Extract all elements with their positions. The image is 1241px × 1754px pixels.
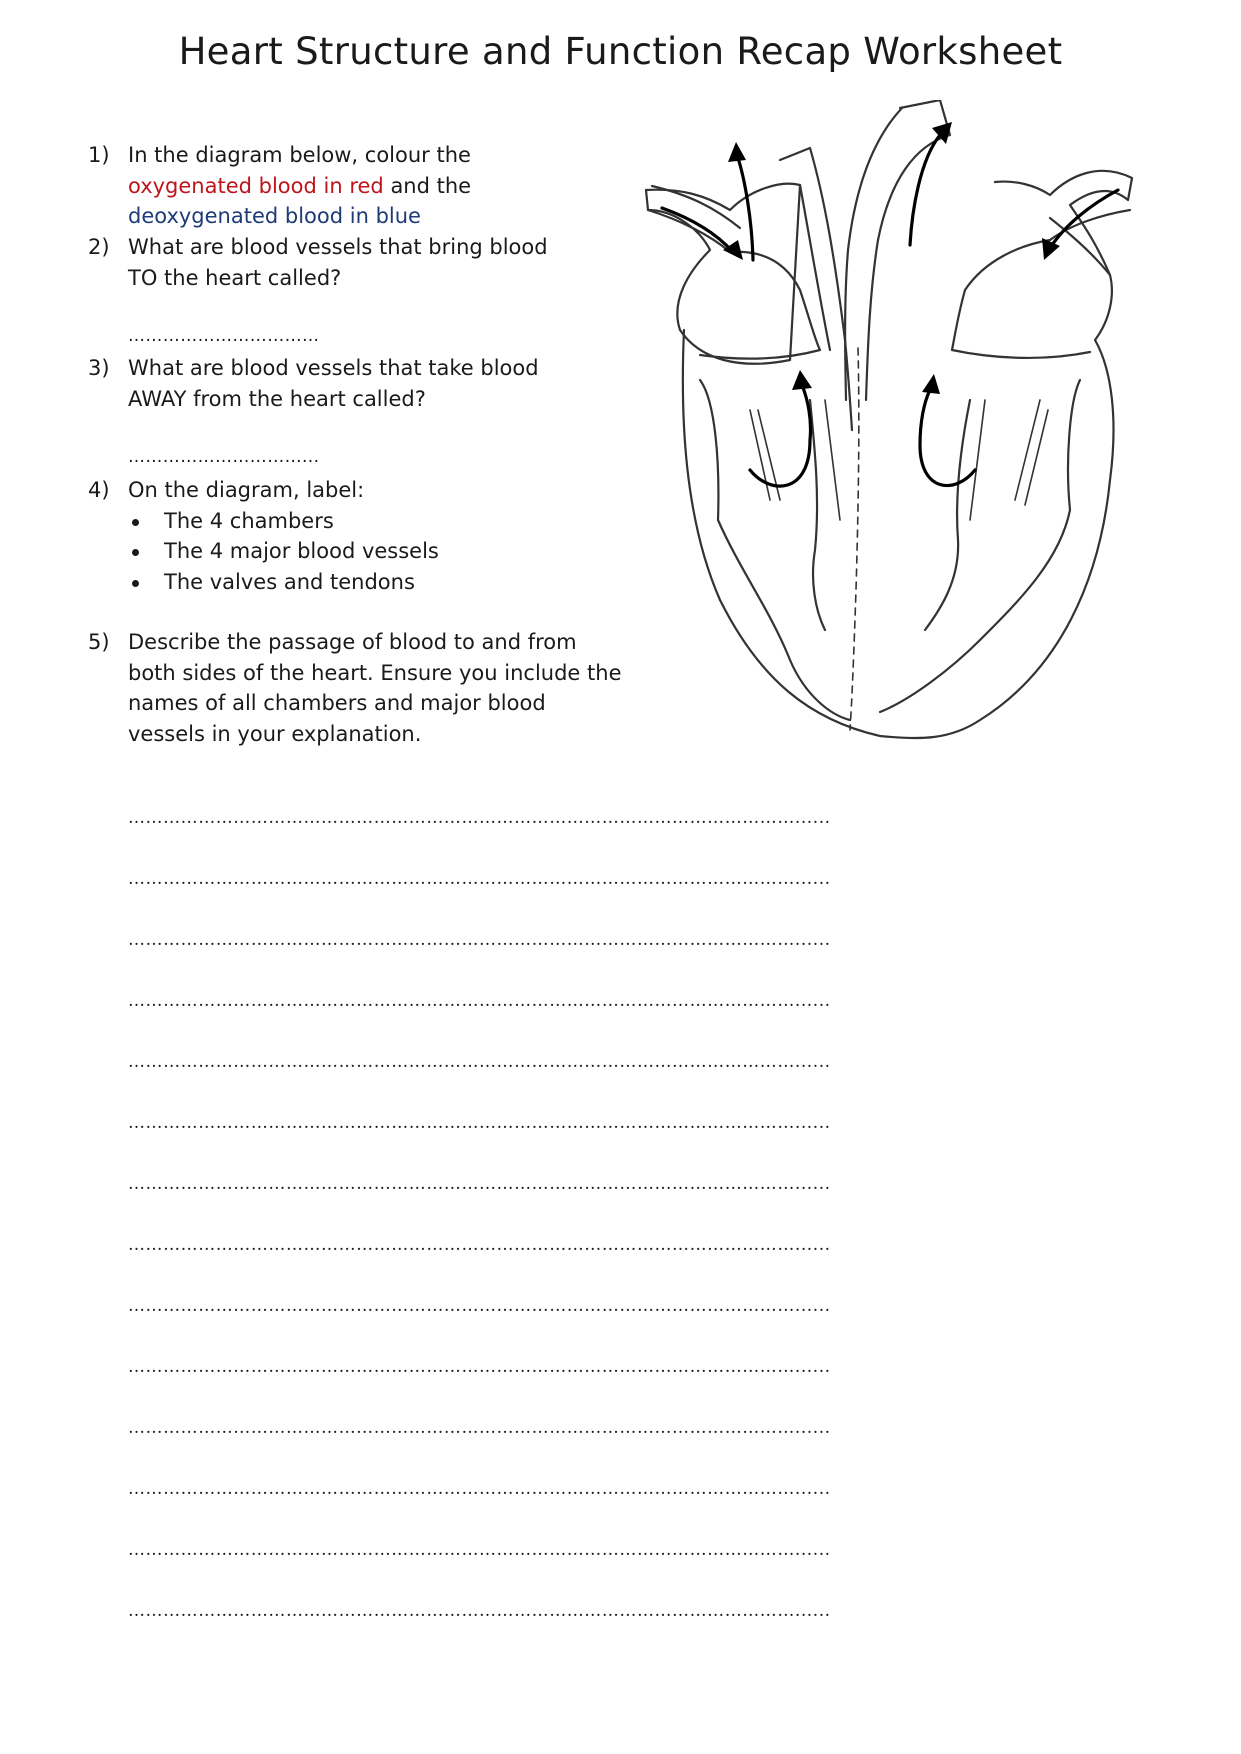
arrowheads xyxy=(723,122,1060,394)
answer-line[interactable]: ……………………………………………………………………………………………………...... xyxy=(128,808,831,828)
answer-line[interactable]: ……………………………………………………………………………………………………...... xyxy=(128,1052,831,1072)
answer-line[interactable]: ……………………………………………………………………………………………………...... xyxy=(128,1235,831,1255)
label-list xyxy=(88,506,628,598)
heart-diagram-icon[interactable] xyxy=(640,100,1140,750)
arrow-icon xyxy=(1050,190,1118,248)
answer-line[interactable]: ……………………………………………………………………………………………………...... xyxy=(128,869,831,889)
question-4 xyxy=(88,475,628,597)
chamber-left-atrium xyxy=(700,252,820,359)
page-title: Heart Structure and Function Recap Worksheet xyxy=(178,30,1063,73)
bullet-icon xyxy=(132,580,139,587)
question-1 xyxy=(88,140,628,232)
question-text: What are blood vessels that take blood AWAY from the heart called? xyxy=(128,356,539,411)
list-item: The 4 major blood vessels xyxy=(88,536,628,567)
vessel-right xyxy=(1050,210,1130,275)
answer-blank[interactable]: …………………………… xyxy=(128,326,320,346)
arrowhead-icon xyxy=(922,374,940,394)
question-number: 2) xyxy=(88,235,110,259)
question-text: On the diagram, label: xyxy=(128,478,365,502)
vessel-center-left xyxy=(780,148,852,430)
answer-lines xyxy=(128,788,1048,1642)
arrow-icon xyxy=(920,390,975,486)
answer-line[interactable]: ……………………………………………………………………………………………………...... xyxy=(128,991,831,1011)
answer-line[interactable]: ……………………………………………………………………………………………………...... xyxy=(128,1174,831,1194)
answer-line[interactable]: ……………………………………………………………………………………………………...... xyxy=(128,1357,831,1377)
answer-line[interactable]: ……………………………………………………………………………………………………...... xyxy=(128,1113,831,1133)
question-number: 3) xyxy=(88,356,110,380)
chamber-left-ventricle xyxy=(700,380,850,720)
arrowhead-icon xyxy=(792,370,812,390)
answer-blank[interactable]: …………………………... xyxy=(128,447,320,467)
oxygenated-text: oxygenated blood in red xyxy=(128,173,384,198)
answer-line[interactable]: ……………………………………………………………………………………………………...... xyxy=(128,1540,831,1560)
question-text: What are blood vessels that bring blood TO the heart called? xyxy=(128,235,548,290)
answer-line[interactable]: ……………………………………………………………………………………………………...... xyxy=(128,1418,831,1438)
arrow-icon xyxy=(750,385,811,486)
vessel-left xyxy=(648,186,740,252)
question-2 xyxy=(88,232,628,352)
arrowhead-icon xyxy=(728,142,746,162)
question-text: Describe the passage of blood to and from both sides of the heart. Ensure you include the names of all chambers and major blood vessels in your explanation. xyxy=(128,630,622,746)
question-number: 1) xyxy=(88,143,110,167)
arrow-icon xyxy=(738,158,753,260)
question-text: In the diagram below, colour the oxygenated blood in red and the deoxygenated blood in blue xyxy=(128,143,472,228)
answer-line[interactable]: ……………………………………………………………………………………………………...... xyxy=(128,1296,831,1316)
heart-outline xyxy=(683,171,1132,738)
chamber-right-atrium xyxy=(952,240,1090,358)
answer-line[interactable]: ……………………………………………………………………………………………………...... xyxy=(128,1601,831,1621)
answer-line[interactable]: ……………………………………………………………………………………………………...... xyxy=(128,930,831,950)
bullet-icon xyxy=(132,549,139,556)
chamber-right-ventricle xyxy=(880,380,1080,712)
answer-line[interactable]: ……………………………………………………………………………………………………...... xyxy=(128,1479,831,1499)
valve-left xyxy=(750,400,840,520)
list-item: The valves and tendons xyxy=(88,567,628,598)
deoxygenated-text: deoxygenated blood in blue xyxy=(128,204,421,228)
bullet-icon xyxy=(132,519,139,526)
list-item: The 4 chambers xyxy=(88,506,628,537)
arrow-icon xyxy=(910,135,940,245)
question-number: 4) xyxy=(88,478,110,502)
question-number: 5) xyxy=(88,630,110,654)
arrowhead-icon xyxy=(1042,238,1060,260)
flow-arrows xyxy=(662,135,1118,486)
question-3 xyxy=(88,353,628,473)
valve-right xyxy=(970,400,1048,520)
question-5 xyxy=(88,627,628,749)
